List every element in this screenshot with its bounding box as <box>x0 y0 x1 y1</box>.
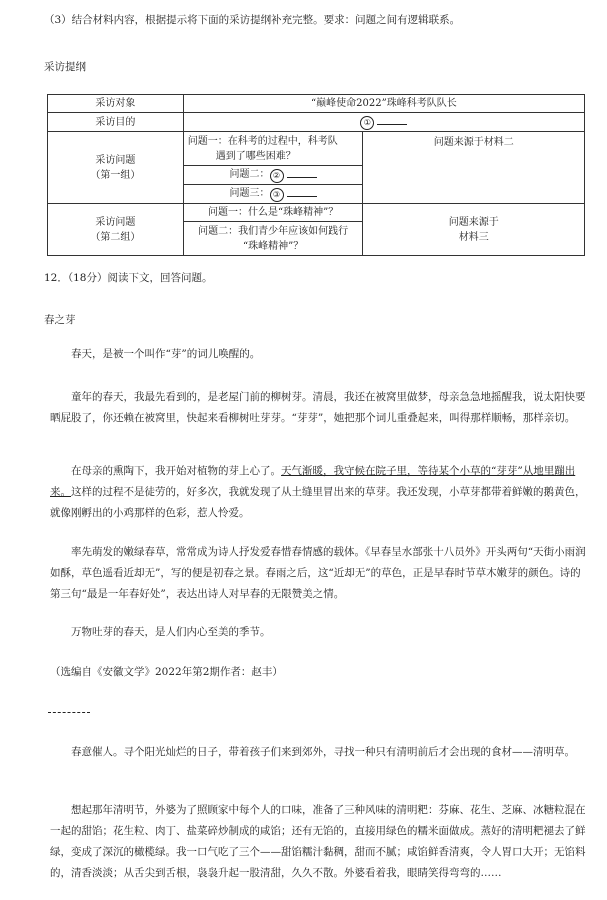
cell-g1-q3[interactable] <box>183 185 363 204</box>
interview-table <box>47 94 585 256</box>
g2-source-line2: 材料三 <box>458 231 489 243</box>
cell-target-label: 采访对象 <box>48 95 184 113</box>
outline-title: 采访提纲 <box>44 61 86 73</box>
q12-heading: 12．（18分）阅读下文，回答问题。 <box>44 272 213 284</box>
cell-purpose-label: 采访目的 <box>48 113 184 132</box>
cell-g1-source: 问题来源于材料二 <box>363 132 585 204</box>
group1-label-line2: （第一组） <box>90 169 141 181</box>
marker-1: ① <box>360 116 374 130</box>
q3-prompt: （3）结合材料内容，根据提示将下面的采访提纲补充完整。要求：问题之间有逻辑联系。 <box>44 14 461 26</box>
paragraph-5: 万物吐芽的春天，是人们内心至美的季节。 <box>71 626 271 638</box>
g1-q2-prefix: 问题二： <box>229 169 270 180</box>
g2-q2-line1: 问题二：我们青少年应该如何践行 <box>198 225 349 237</box>
g1-q1-line1: 问题一：在科考的过程中，科考队 <box>187 135 338 147</box>
p3-before: 在母亲的熏陶下，我开始对植物的芽上心了。 <box>71 465 281 477</box>
marker-2: ② <box>270 169 284 183</box>
g2-source-line1: 问题来源于 <box>448 216 499 228</box>
p3-after: 这样的过程不是徒劳的，好多次，我就发现了从土缝里冒出来的草芽。我还发现，小草芽都带着鲜嫩的鹅黄色，就像刚孵出的小鸡那样的色彩，惹人怜爱。 <box>50 486 586 519</box>
paragraph-7: 想起那年清明节，外婆为了照顾家中每个人的口味，准备了三种风味的清明粑：芬麻、花生、芝麻、冰糖粒混在一起的甜馅；花生粒、肉丁、盐菜碎炒制成的咸馅；还有无馅的，直接用绿色的糯米面做成。蒸好的清明粑褪去了鲜绿，变成了深沉的橄榄绿。我一口气吃了三个——甜馅糯汁黏稠，甜而不腻；咸馅鲜香清爽，令人胃口大开；无馅料的，清香淡淡；从舌尖到舌根，袅袅升起一股清甜，久久不散。外婆看着我，眼睛笑得弯弯的…… <box>50 804 586 879</box>
paragraph-4: 率先萌发的嫩绿春草，常常成为诗人抒发爱春惜春情感的载体。《早春呈水部张十八员外》开头两句“天街小雨润如酥，草色遥看近却无”，写的便是初春之景。春雨之后，这“近却无”的草色，正是早春时节草木嫩芽的颜色。诗的第三句“最是一年春好处”，表达出诗人对早春的无限赞美之情。 <box>50 546 586 600</box>
cell-group2-label <box>48 204 184 256</box>
cell-g2-source <box>363 204 585 256</box>
paragraph-2: 童年的春天，我最先看到的，是老屋门前的柳树芽。清晨，我还在被窝里做梦，母亲急急地摇醒我，说太阳快要晒屁股了，你还赖在被窝里，快起来看柳树吐芽芽。“芽芽”，她把那个词儿重叠起来，叫得那样顺畅，那样亲切。 <box>50 391 586 424</box>
cell-g1-q1 <box>183 132 363 166</box>
p3-underlined-sentence: 天气渐暖，我守候在院子里，等待某个小草的“芽芽”从地里蹦出来。 <box>50 465 576 498</box>
cell-g1-q2[interactable] <box>183 166 363 185</box>
paragraph-3 <box>50 461 590 524</box>
g1-q1-line2: 遇到了哪些困难？ <box>215 150 296 162</box>
marker-3: ③ <box>270 188 284 202</box>
group2-label-line1: 采访问题 <box>95 216 136 228</box>
paragraph-6: 春意催人。寻个阳光灿烂的日子，带着孩子们来到郊外，寻找一种只有清明前后才会出现的食材——清明草。 <box>71 746 575 758</box>
paragraph-1: 春天，是被一个叫作“芽”的词儿唤醒的。 <box>71 348 261 360</box>
section-divider <box>48 712 90 713</box>
article-source: （选编自《安徽文学》2022年第2期作者：赵丰） <box>50 666 283 678</box>
group2-label-line2: （第二组） <box>90 231 141 243</box>
cell-purpose-answer[interactable] <box>183 113 584 132</box>
cell-g2-q2 <box>183 222 363 256</box>
article-title: 春之芽 <box>44 314 76 326</box>
answer-blank-3[interactable] <box>287 186 317 197</box>
answer-blank-1[interactable] <box>377 114 407 125</box>
group1-label-line1: 采访问题 <box>95 154 136 166</box>
cell-g2-q1: 问题一：什么是“珠峰精神”？ <box>183 204 363 222</box>
cell-target-value: “巅峰使命2022”珠峰科考队队长 <box>183 95 584 113</box>
cell-group1-label <box>48 132 184 204</box>
answer-blank-2[interactable] <box>287 167 317 178</box>
g2-q2-line2: “珠峰精神”？ <box>242 240 304 252</box>
g1-q3-prefix: 问题三： <box>229 188 270 199</box>
